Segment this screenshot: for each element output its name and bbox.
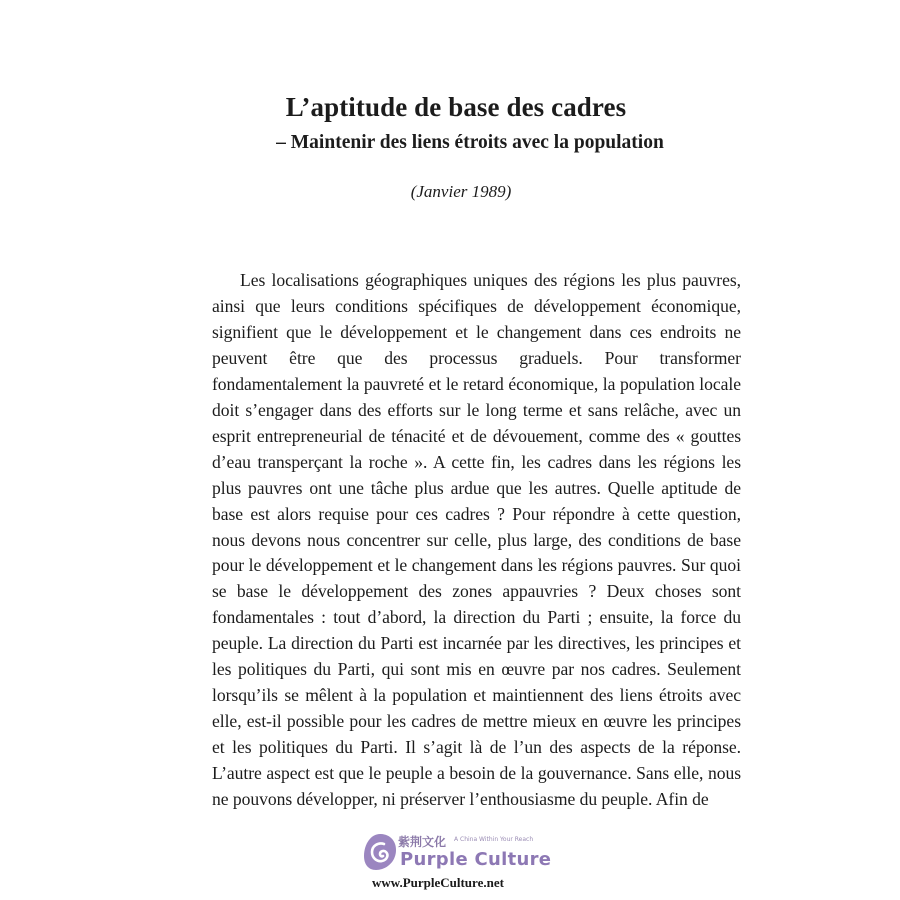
purple-culture-logo-icon: [362, 832, 398, 872]
document-date: (Janvier 1989): [410, 182, 512, 201]
watermark-brand-name: Purple Culture: [400, 849, 552, 870]
body-paragraph: Les localisations géographiques uniques des régions les plus pauvres, ainsi que leurs conditions spécifiques de développement économique, signifient que le développement et le changement dans ces endroits ne peuvent être que des processus graduels. Pour transformer fondamentalement la pauvreté et le retard économique, la population locale doit s’engager dans des efforts sur le long terme et sans relâche, avec un esprit entrepreneurial de ténacité et de dévouement, comme des « gouttes d’eau transperçant la roche ». A cette fin, les cadres dans les régions les plus pauvres ont une tâche plus ardue que les autres. Quelle aptitude de base est alors requise pour ces cadres ? Pour répondre à cette question, nous devons nous concentrer sur celle, plus large, des conditions de base pour le développement et le changement dans les régions pauvres. Sur quoi se base le développement des zones appauvries ? Deux choses sont fondamentales : tout d’abord, la direction du Parti ; ensuite, la force du peuple. La direction du Parti est incarnée par les directives, les principes et les politiques du Parti, qui sont mis en œuvre par nos cadres. Seulement lorsqu’ils se mêlent à la population et maintiennent des liens étroits avec elle, est-il possible pour les cadres de mettre mieux en œuvre les principes et les politiques du Parti. Il s’agit là de l’un des aspects de la réponse. L’autre aspect est que le peuple a besoin de la gouvernance. Sans elle, nous ne pouvons développer, ni préserver l’enthousiasme du peuple. Afin de: [212, 270, 741, 810]
watermark: [362, 832, 562, 894]
page-subtitle: – Maintenir des liens étroits avec la population: [276, 132, 664, 153]
watermark-tagline: A China Within Your Reach: [454, 836, 534, 843]
watermark-chinese-name: 紫荆文化: [398, 835, 447, 849]
page-title: L’aptitude de base des cadres: [285, 92, 627, 122]
watermark-url: www.PurpleCulture.net: [372, 875, 504, 890]
